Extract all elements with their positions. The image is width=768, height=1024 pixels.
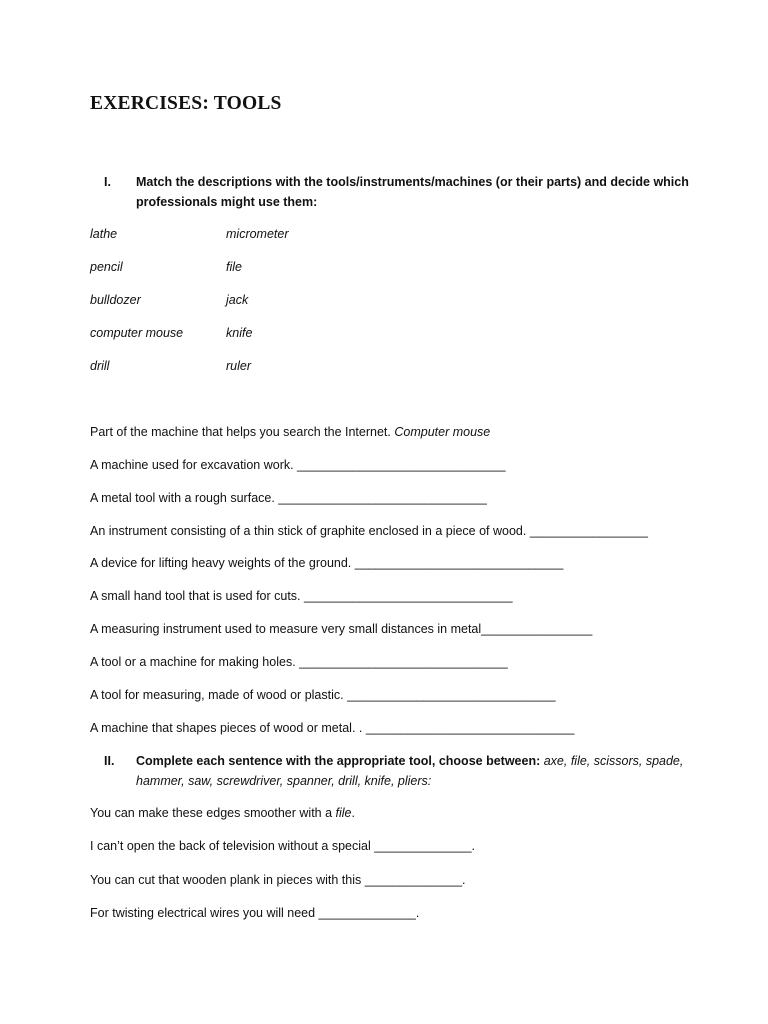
word-list-item: file — [226, 260, 242, 274]
description-item: A metal tool with a rough surface. ______________________________ — [90, 491, 487, 505]
word-list-item: computer mouse — [90, 326, 184, 340]
word-list-item: micrometer — [226, 227, 289, 241]
sentence-end: . — [351, 806, 355, 820]
word-list-item: lathe — [90, 227, 118, 241]
word-list-item: pencil — [90, 260, 123, 274]
description-item — [90, 424, 490, 440]
description-item: An instrument consisting of a thin stick of graphite enclosed in a piece of wood. _________________ — [90, 524, 649, 538]
sentence-text: You can make these edges smoother with a — [90, 806, 336, 820]
sentence-item: I can’t open the back of television without a special ______________. — [90, 839, 475, 853]
section-2-tool-list-line1: axe, file, scissors, spade, — [543, 754, 684, 768]
word-list-item: drill — [90, 359, 110, 373]
section-1-instruction-line2: professionals might use them: — [136, 195, 318, 209]
word-list-item: jack — [226, 293, 249, 307]
description-item: A measuring instrument used to measure very small distances in metal________________ — [90, 622, 593, 636]
sentence-item — [90, 805, 355, 821]
section-2-instruction-bold: Complete each sentence with the appropriate tool, choose between: — [136, 754, 544, 768]
description-item: A small hand tool that is used for cuts. ______________________________ — [90, 589, 513, 603]
sentence-answer: file — [335, 806, 352, 820]
word-list-item: bulldozer — [90, 293, 141, 307]
description-item: A machine that shapes pieces of wood or metal. . ______________________________ — [90, 721, 575, 735]
word-list-item: ruler — [226, 359, 252, 373]
description-answer: Computer mouse — [394, 425, 491, 439]
section-1-instruction — [136, 172, 696, 212]
description-item: A machine used for excavation work. ______________________________ — [90, 458, 506, 472]
section-2-number: II. — [104, 754, 115, 768]
sentence-item: You can cut that wooden plank in pieces with this ______________. — [90, 873, 466, 887]
section-1-instruction-line1: Match the descriptions with the tools/instruments/machines (or their parts) and decide which — [136, 175, 689, 189]
page-title: EXERCISES: TOOLS — [90, 93, 282, 114]
description-item: A device for lifting heavy weights of the ground. ______________________________ — [90, 556, 564, 570]
description-text: Part of the machine that helps you search the Internet. — [90, 425, 395, 439]
description-item: A tool or a machine for making holes. ______________________________ — [90, 655, 508, 669]
section-2-instruction — [136, 751, 696, 791]
word-list-item: knife — [226, 326, 253, 340]
section-2-tool-list-line2: hammer, saw, screwdriver, spanner, drill, knife, pliers: — [136, 774, 432, 788]
description-item: A tool for measuring, made of wood or plastic. ______________________________ — [90, 688, 556, 702]
sentence-item: For twisting electrical wires you will need ______________. — [90, 906, 420, 920]
section-1-number: I. — [104, 175, 111, 189]
